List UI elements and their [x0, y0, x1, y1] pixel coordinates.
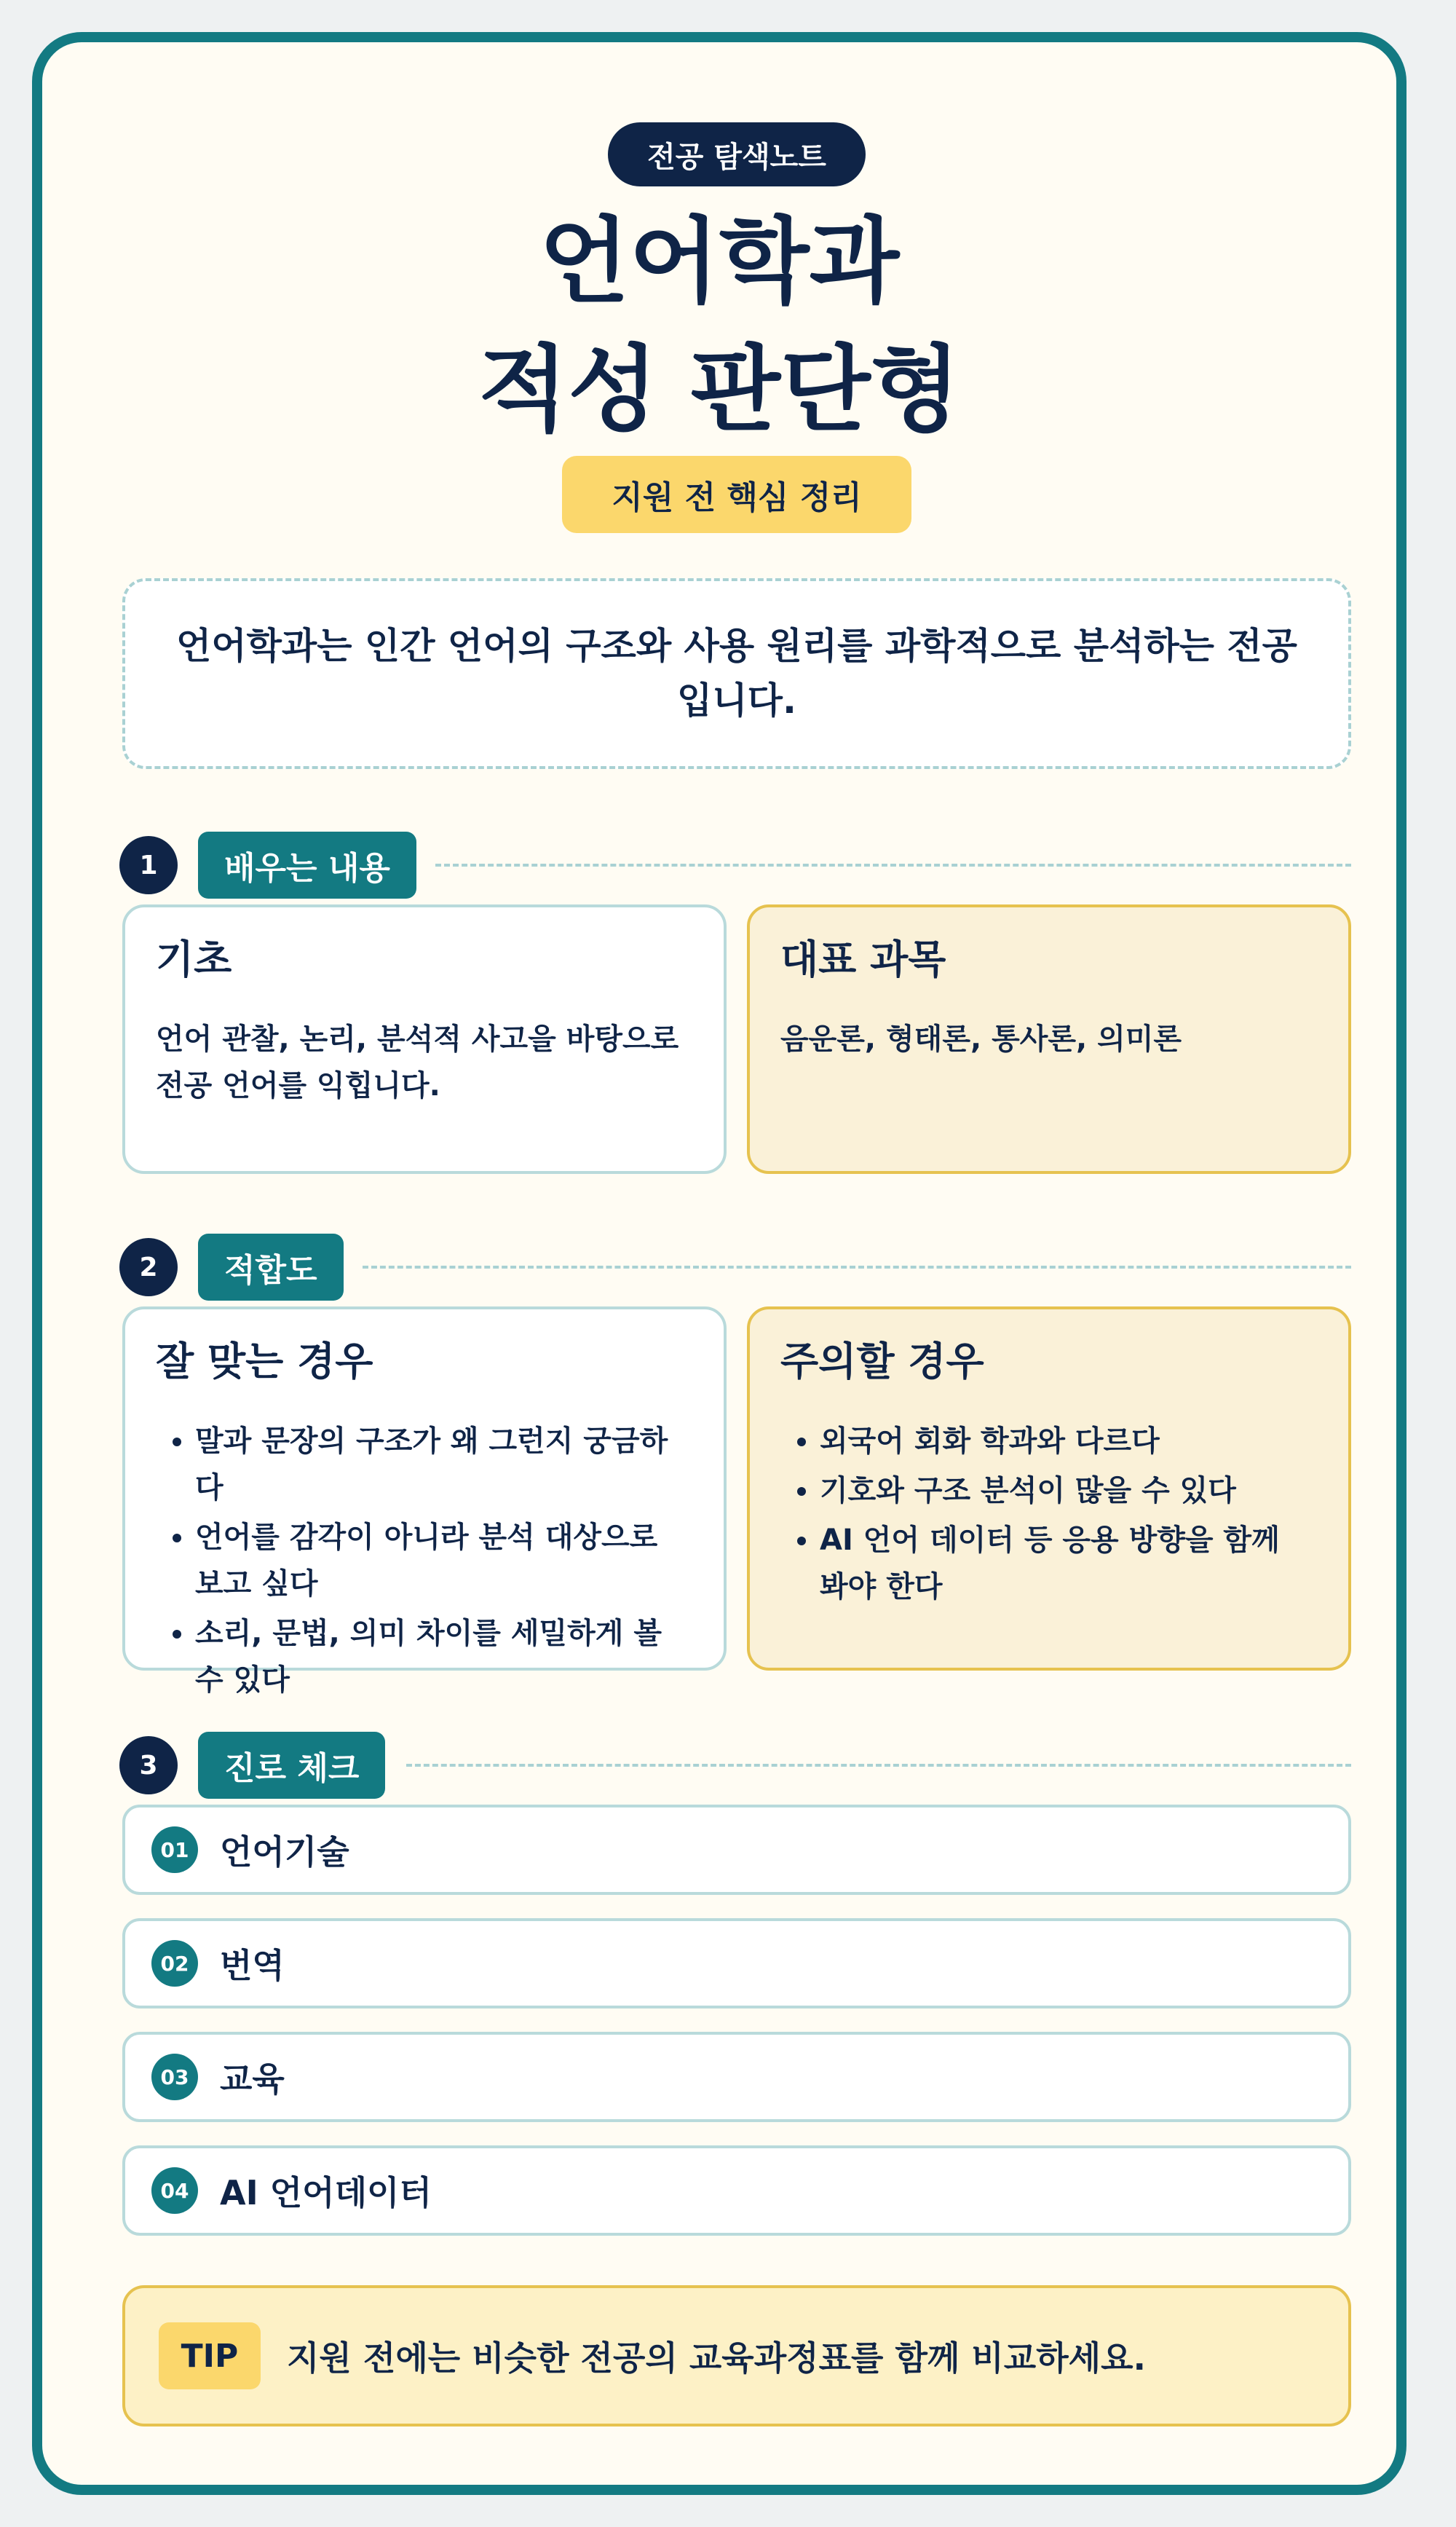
intro-text: 언어학과는 인간 언어의 구조와 사용 원리를 과학적으로 분석하는 전공입니다. [176, 625, 1297, 722]
list-item: • 외국어 회화 학과와 다르다 [820, 1418, 1318, 1464]
page-title-line2: 적성 판단형 [478, 336, 961, 444]
page-title-line1: 언어학과 [539, 208, 900, 316]
caution-list [780, 1418, 1318, 1610]
category-badge: 전공 탐색노트 [608, 122, 866, 186]
career-item [122, 1918, 1351, 2008]
section-label: 진로 체크 [198, 1732, 385, 1799]
career-item [122, 2145, 1351, 2236]
section-number: 1 [119, 836, 178, 894]
list-item: • 소리, 문법, 의미 차이를 세밀하게 볼 수 있다 [195, 1610, 693, 1703]
list-item: • 기호와 구조 분석이 많을 수 있다 [820, 1467, 1318, 1514]
intro-box [122, 578, 1351, 769]
caution-title: 주의할 경우 [780, 1339, 984, 1384]
basics-card [122, 904, 727, 1174]
career-number: 03 [151, 2054, 198, 2100]
section-number: 2 [119, 1238, 178, 1296]
section-divider [435, 864, 1351, 867]
good-fit-card [122, 1306, 727, 1697]
list-item: • 말과 문장의 구조가 왜 그런지 궁금하다 [195, 1418, 693, 1511]
section-label: 적합도 [198, 1234, 344, 1301]
courses-card [747, 904, 1351, 1174]
good-fit-title: 잘 맞는 경우 [156, 1339, 373, 1384]
courses-title: 대표 과목 [780, 937, 946, 982]
career-item [122, 2032, 1351, 2122]
list-item: • 언어를 감각이 아니라 분석 대상으로 보고 싶다 [195, 1514, 693, 1607]
section-divider [406, 1764, 1351, 1767]
career-label: 번역 [220, 1946, 285, 1985]
subtitle-badge: 지원 전 핵심 정리 [562, 456, 911, 533]
career-label: 언어기술 [220, 1832, 349, 1872]
tip-box [122, 2285, 1351, 2427]
section-divider [363, 1266, 1351, 1269]
career-number: 02 [151, 1940, 198, 1987]
list-item: • AI 언어 데이터 등 응용 방향을 함께 봐야 한다 [820, 1517, 1318, 1610]
basics-body: 언어 관찰, 논리, 분석적 사고을 바탕으로 전공 언어를 익힙니다. [156, 1022, 679, 1103]
career-label: 교육 [220, 2059, 285, 2099]
career-number: 01 [151, 1826, 198, 1873]
tip-text: 지원 전에는 비슷한 전공의 교육과정표를 함께 비교하세요. [287, 2338, 1147, 2378]
caution-card [747, 1306, 1351, 1671]
career-number: 04 [151, 2167, 198, 2214]
tip-badge: TIP [159, 2322, 261, 2389]
card-frame [32, 32, 1406, 2495]
good-fit-list [156, 1418, 693, 1703]
section-label: 배우는 내용 [198, 832, 416, 899]
courses-body: 음운론, 형태론, 통사론, 의미론 [780, 1022, 1182, 1056]
career-item [122, 1805, 1351, 1895]
basics-title: 기초 [156, 937, 232, 982]
career-label: AI 언어데이터 [220, 2173, 432, 2212]
section-number: 3 [119, 1736, 178, 1794]
